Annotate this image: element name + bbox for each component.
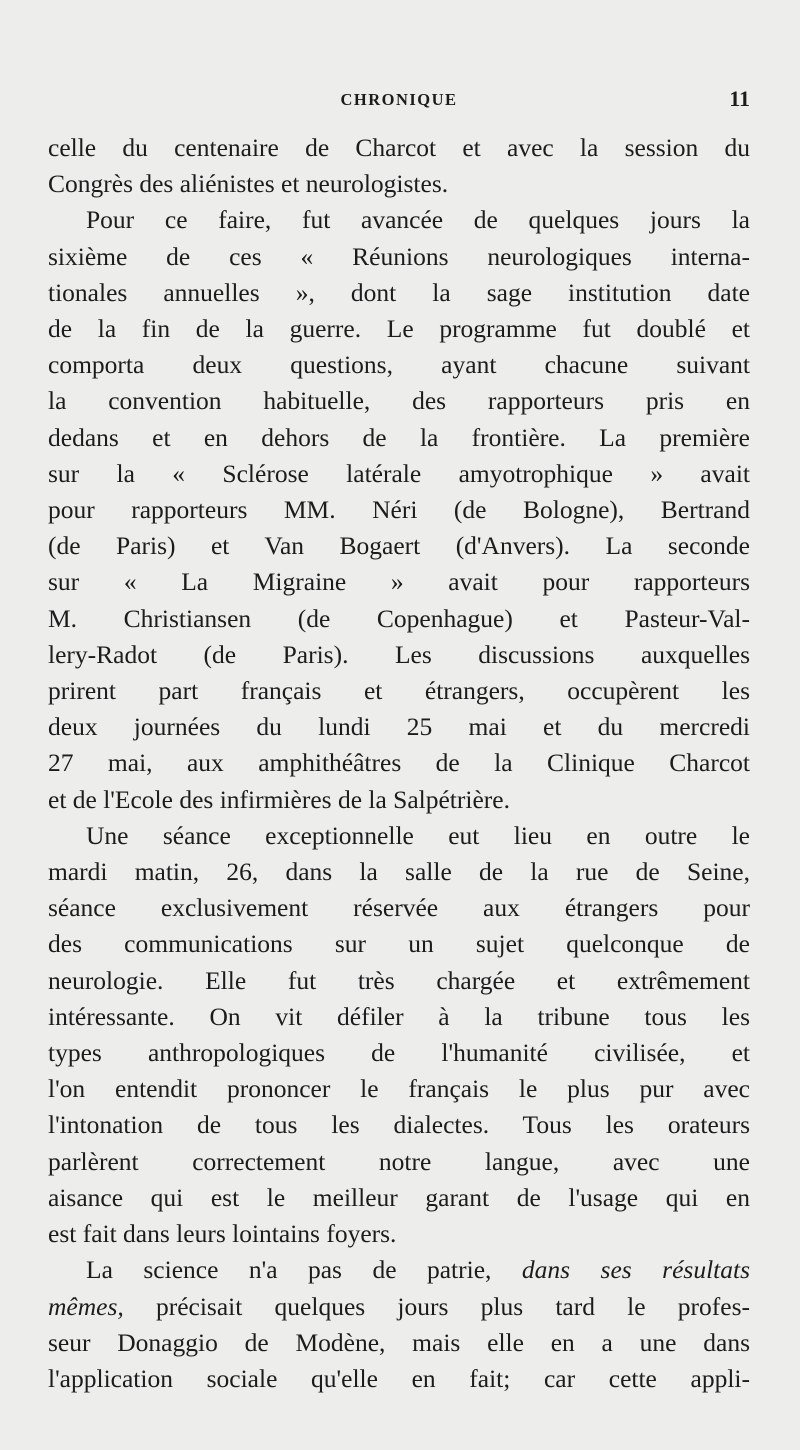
text-run: et de l'Ecole des infirmières de la Salpétrière. <box>48 784 510 814</box>
text-line <box>48 311 750 347</box>
text-line <box>48 166 750 202</box>
text-line <box>48 1361 750 1397</box>
italic-text: mêmes, <box>48 1291 124 1321</box>
text-line <box>48 1071 750 1107</box>
text-run: est fait dans leurs lointains foyers. <box>48 1219 397 1249</box>
text-run: intéressante. On vit défiler à la tribune tous les <box>48 1001 750 1031</box>
text-line <box>48 1325 750 1361</box>
text-run: des communications sur un sujet quelconque de <box>48 929 750 959</box>
paragraph <box>48 130 750 202</box>
text-line <box>48 782 750 818</box>
page-number: 11 <box>729 86 750 111</box>
text-line <box>48 745 750 781</box>
text-run: pour rapporteurs MM. Néri (de Bologne), Bertrand <box>48 495 750 525</box>
text-run: seur Donaggio de Modène, mais elle en a une dans <box>48 1327 750 1357</box>
text-line <box>48 637 750 673</box>
text-run: (de Paris) et Van Bogaert (d'Anvers). La seconde <box>48 531 750 561</box>
text-line <box>48 926 750 962</box>
italic-text: dans ses résultats <box>521 1255 750 1285</box>
text-run: celle du centenaire de Charcot et avec la session du <box>48 133 750 162</box>
paragraph <box>48 818 750 1252</box>
text-line <box>48 1144 750 1180</box>
text-run: parlèrent correctement notre langue, avec une <box>48 1146 750 1176</box>
text-run: 27 mai, aux amphithéâtres de la Clinique Charcot <box>48 748 750 778</box>
text-run: Congrès des aliénistes et neurologistes. <box>48 169 449 199</box>
running-title: CHRONIQUE <box>340 90 458 109</box>
text-line <box>48 202 750 238</box>
text-line <box>48 601 750 637</box>
text-run: neurologie. Elle fut très chargée et extrêmement <box>48 965 750 995</box>
text-run: aisance qui est le meilleur garant de l'usage qui en <box>48 1182 750 1212</box>
text-run: sur la « Sclérose latérale amyotrophique » avait <box>48 458 750 488</box>
text-run: mardi matin, 26, dans la salle de la rue de Seine, <box>48 857 750 887</box>
text-line <box>48 1107 750 1143</box>
text-line <box>48 999 750 1035</box>
text-run: La science n'a pas de patrie, <box>86 1255 522 1285</box>
text-run: deux journées du lundi 25 mai et du mercredi <box>48 712 750 742</box>
text-line <box>48 1252 750 1288</box>
text-line <box>48 854 750 890</box>
text-line <box>48 347 750 383</box>
text-line <box>48 275 750 311</box>
page-header <box>48 86 750 116</box>
text-run: de la fin de la guerre. Le programme fut doublé et <box>48 314 750 344</box>
text-run: précisait quelques jours plus tard le profes- <box>123 1291 750 1321</box>
text-line <box>48 383 750 419</box>
text-line <box>48 818 750 854</box>
text-run: dedans et en dehors de la frontière. La première <box>48 422 750 452</box>
text-line <box>48 1289 750 1325</box>
paragraph <box>48 1252 750 1397</box>
text-run: l'on entendit prononcer le français le plus pur avec <box>48 1074 750 1104</box>
paragraph <box>48 202 750 817</box>
text-line <box>48 528 750 564</box>
body-text <box>48 130 750 1397</box>
text-run: types anthropologiques de l'humanité civilisée, et <box>48 1038 750 1068</box>
text-run: sixième de ces « Réunions neurologiques interna- <box>48 241 750 271</box>
text-line <box>48 564 750 600</box>
text-line <box>48 890 750 926</box>
text-line <box>48 963 750 999</box>
text-line <box>48 1216 750 1252</box>
text-run: la convention habituelle, des rapporteurs pris en <box>48 386 750 416</box>
text-run: séance exclusivement réservée aux étrangers pour <box>48 893 750 923</box>
text-run: Pour ce faire, fut avancée de quelques jours la <box>86 205 750 235</box>
text-line <box>48 239 750 275</box>
text-line <box>48 130 750 166</box>
text-run: comporta deux questions, ayant chacune suivant <box>48 350 750 380</box>
text-line <box>48 492 750 528</box>
text-run: tionales annuelles », dont la sage institution date <box>48 277 750 307</box>
text-line <box>48 456 750 492</box>
text-line <box>48 1180 750 1216</box>
text-run: sur « La Migraine » avait pour rapporteurs <box>48 567 750 597</box>
text-run: prirent part français et étrangers, occupèrent les <box>48 676 750 706</box>
text-run: Une séance exceptionnelle eut lieu en outre le <box>86 820 750 850</box>
text-run: M. Christiansen (de Copenhague) et Pasteur-Val- <box>48 603 750 633</box>
text-run: l'intonation de tous les dialectes. Tous les orateurs <box>48 1110 750 1140</box>
text-line <box>48 673 750 709</box>
text-run: l'application sociale qu'elle en fait; car cette appli- <box>48 1363 750 1393</box>
text-line <box>48 709 750 745</box>
text-line <box>48 1035 750 1071</box>
text-line <box>48 420 750 456</box>
text-run: lery-Radot (de Paris). Les discussions auxquelles <box>48 639 750 669</box>
